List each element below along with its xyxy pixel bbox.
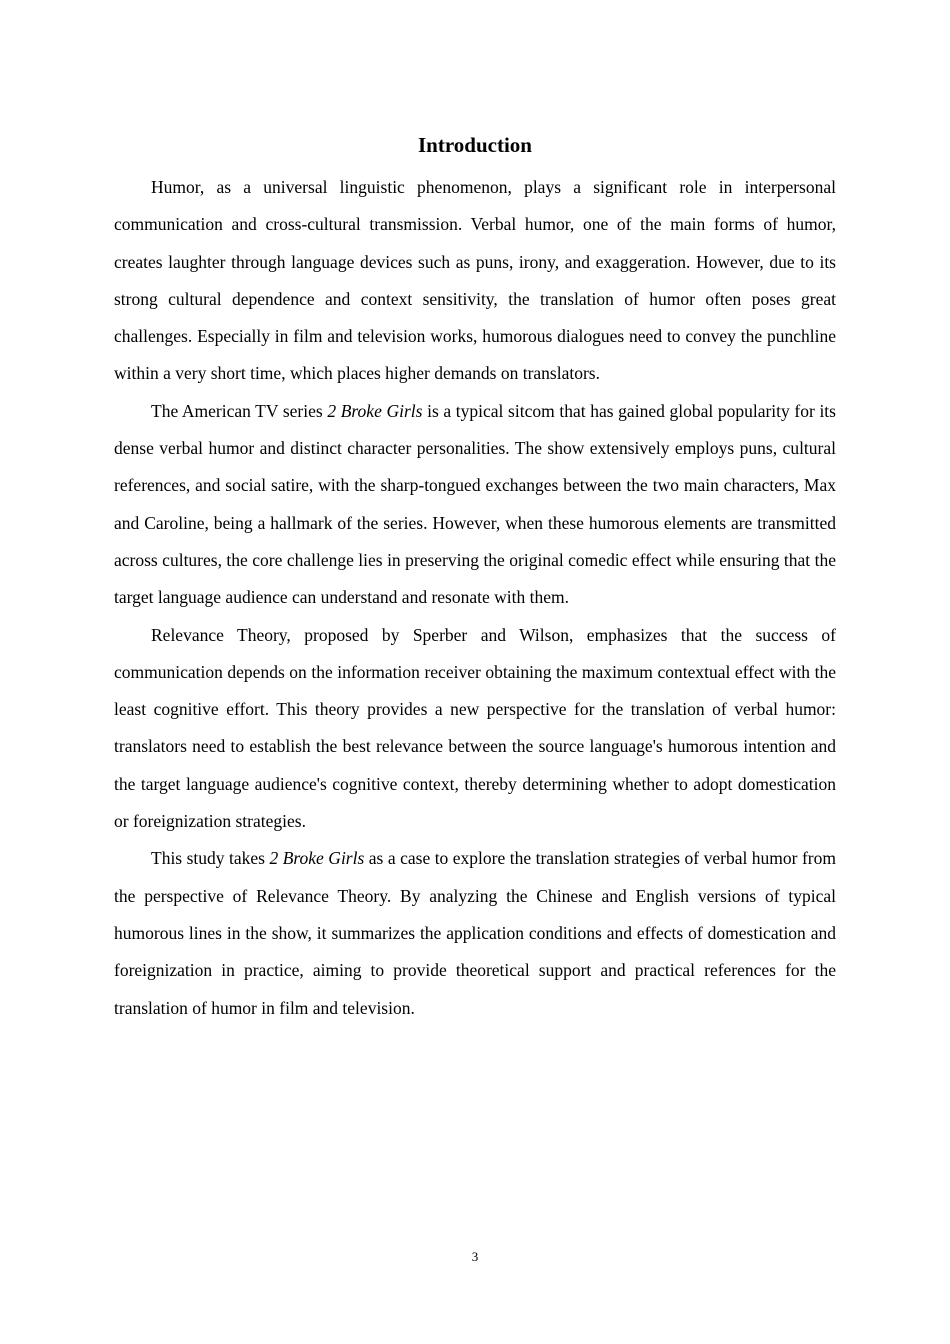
show-title-italic: 2 Broke Girls	[327, 400, 423, 421]
page-title: Introduction	[418, 133, 532, 157]
paragraph-1	[114, 169, 836, 393]
paragraph-2-text-after: is a typical sitcom that has gained global popularity for its dense verbal humor and distinct character personalities. The show extensively employs puns, cultural references, and social satire, with the sharp-tongued exchanges between the two main characters, Max and Caroline, being a hallmark of the series. However, when these humorous elements are transmitted across cultures, the core challenge lies in preserving the original comedic effect while ensuring that the target language audience can understand and resonate with them.	[114, 400, 836, 608]
paragraph-4	[114, 840, 836, 1026]
paragraph-4-text-before: This study takes	[151, 848, 270, 869]
paragraph-4-text-after: as a case to explore the translation strategies of verbal humor from the perspective of Relevance Theory. By analyzing the Chinese and English versions of typical humorous lines in the show, it summarizes the application conditions and effects of domestication and foreignization in practice, aiming to provide theoretical support and practical references for the translation of humor in film and television.	[114, 848, 836, 1018]
paragraph-2	[114, 393, 836, 617]
show-title-italic: 2 Broke Girls	[269, 848, 365, 869]
paragraph-3	[114, 617, 836, 841]
paragraph-1-text: Humor, as a universal linguistic phenomenon, plays a significant role in interpersonal communication and cross-cultural transmission. Verbal humor, one of the main forms of humor, creates laughter through language devices such as puns, irony, and exaggeration. However, due to its strong cultural dependence and context sensitivity, the translation of humor often poses great challenges. Especially in film and television works, humorous dialogues need to convey the punchline within a very short time, which places higher demands on translators.	[114, 177, 836, 384]
paragraph-3-text: Relevance Theory, proposed by Sperber and Wilson, emphasizes that the success of communication depends on the information receiver obtaining the maximum contextual effect with the least cognitive effort. This theory provides a new perspective for the translation of verbal humor: translators need to establish the best relevance between the source language's humorous intention and the target language audience's cognitive context, thereby determining whether to adopt domestication or foreignization strategies.	[114, 624, 836, 832]
page-number: 3	[471, 1249, 479, 1264]
paragraph-2-text-before: The American TV series	[151, 400, 328, 421]
document-body	[114, 169, 836, 1027]
